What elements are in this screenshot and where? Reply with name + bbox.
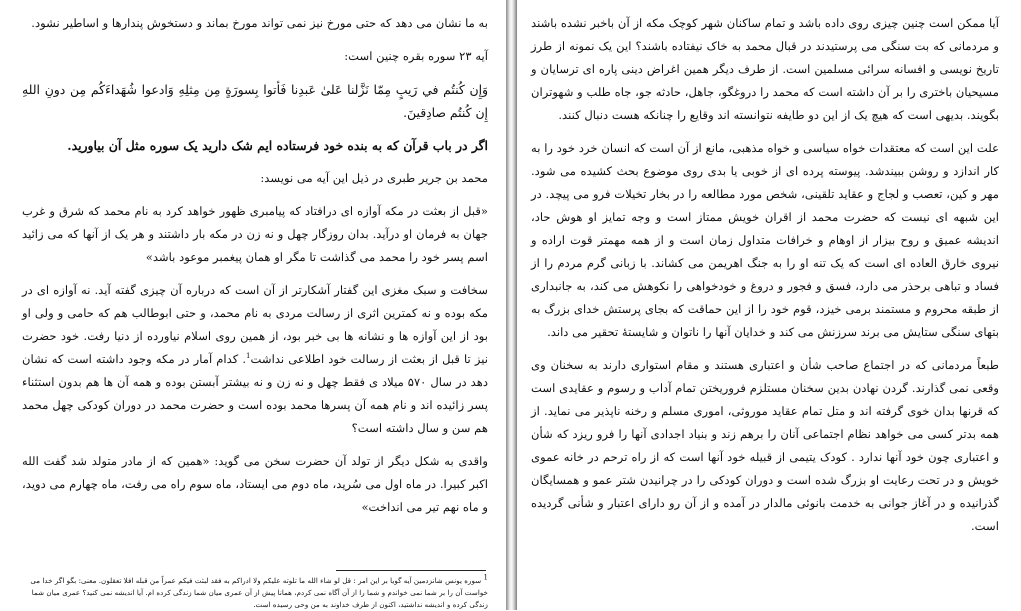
paragraph: طبعاً مردمانی که در اجتماع صاحب شأن و اعتباری هستند و مقام استواری دارند به سخنان وی وقعی نمی گذارند. گردن نهادن بدین سخنان مستلزم فروریختن تمام آداب و رسوم و عقایدی است که قرنها بدان خوی گرفته اند و متل تمام عقاید موروثی، اموری مسلم و رخنه ناپذیر می نماید. از همه بدتر کسی می خواهد نظام اجتماعی آنان را برهم زند و بنیاد اجدادی آنها را فرو ریزد که شأن و اعتباری چون خود آنها ندارد . کودک یتیمی از قبیله خود آنها است که از راه ترحم در خانه عموی خویش و در تحت رعایت او بزرگ شده است و دوران کودکی را در چرانیدن شتر عمو و همسایگان گذرانیده و در آغاز جوانی به خدمت بانوئی مالدار در آمده و از آن رو دارای اعتبار و شأنی گردیده است.	[531, 358, 999, 533]
quote-paragraph: «قبل از بعثت در مکه آوازه ای درافتاد که پیامبری ظهور خواهد کرد به نام محمد که شرق و غرب جهان به فرمان او درآید. بدان روزگار چهل و نه زن در مکه بار داشتند و هر یک از آنها که می زائید اسم پسر خود را محمد می گذاشت تا مگر او همان پیغمبر موعود باشد»	[22, 204, 488, 264]
right-page	[517, 0, 1021, 610]
verse-translation: اگر در باب قرآن که به بنده خود فرستاده ایم شک دارید یک سوره مثل آن بیاورید.	[67, 138, 488, 153]
paragraph: به ما نشان می دهد که حتی مورخ نیز نمی تواند مورخ بماند و دستخوش پندارها و اساطیر نشود.	[31, 16, 488, 30]
paragraph: محمد بن جریر طبری در ذیل این آیه می نویسد:	[260, 171, 488, 185]
paragraph-text: . کدام آمار در مکه وجود داشته است که نشان دهد در سال ۵۷۰ میلاد ی فقط چهل و نه زن و نه بیشتر آبستن بوده و همه آن ها هم بدون استثناء پسر زائیده اند و نام همه آن پسرها محمد بوده است و حضرت محمد در دوران کودکی چهل محمد هم سن و سال داشته است؟	[22, 352, 489, 435]
footnote-text: سوره یونس شانزدمین آیه گویا بر این امر : قل لو شاء الله ما تلوته علیکم ولا ادراکم به فقد لبثت فیکم عمراً من قبله افلا تعقلون. معنی: بگو اگر خدا می خواست آن را بر شما نمی خواندم و شما را از آن آگاه نمی کردم، همانا پیش از آن عمری میان شما زندگی کرده ام. آیا اندیشه نمی کنید؟ عمری میان شما زندگی کرده و اندیشه نداشتید، اکنون از طرف خداوند به من وحی رسیده است.	[30, 576, 488, 609]
paragraph: آیه ۲۳ سوره بقره چنین است:	[344, 49, 488, 63]
footnote-reference: 1	[246, 352, 251, 361]
footnote-marker: 1	[483, 573, 488, 582]
footnote	[22, 575, 488, 611]
left-page	[0, 0, 506, 610]
quran-verse: وَإِن كُنتُم في رَيبٍ مِمّا نَزَّلنا عَلىٰ عَبدِنا فَأتوا بِسورَةٍ مِن مِثلِهِ وَادعوا شُهَداءَكُم مِن دونِ اللهِ إِن كُنتُم صادِقينَ.	[22, 82, 488, 120]
footnote-divider	[336, 570, 486, 571]
paragraph: علت این است که معتقدات خواه سیاسی و خواه مذهبی، مانع از آن است که انسان خرد خود را به کار اندازد و روشن ببیندشد. پیوسته پرده ای از خوبی یا بدی روی موضوع بحث کشیده می شود. مهر و کین، تعصب و لجاج و عقاید تلقینی، شخص مورد مطالعه را در بخار تخیلات فرو می پیچد. در این شبهه ای نیست که حضرت محمد از اقران خویش ممتاز است و وجه تمایز او هوش حاد، اندیشه عمیق و روح بیزار از اوهام و خرافات متداول زمان است و از همه مهمتر قوت اراده و نیروی خارق العاده ای است که یک تنه او را به جنگ اهریمن می کشاند. با زبانی گرم مردم را از فساد و تباهی برحذر می دارد، فسق و فجور و دروغ و خودخواهی را نکوهش می کند، به جانبداری از طبقه محروم و مستمند برمی خیزد، قوم خود را از این حماقت که بجای پرستش خدای بزرگ به بتهای سنگی ستایش می برند سرزنش می کند و خدایان آنها را ناتوان و شایستهٔ تحقیر می داند.	[531, 141, 999, 339]
paragraph: آیا ممکن است چنین چیزی روی داده باشد و تمام ساکنان شهر کوچک مکه از آن باخبر نشده باشند و مردمانی که بت سنگی می پرستیدند در قبال محمد به خاک نیفتاده باشند؟ این یک نمونه از طرز تاریخ نویسی و افسانه سرائی مسلمین است. از طرف دیگر همین اغراض دینی پاره ای ترسایان و مسیحیان باختری را بر آن داشته است که محمد را دروغگو، جاهل، حادثه جو، جاه طلب و شهوتران بگویند. بدیهی است که هیچ یک از این دو طایفه نتوانسته اند وقایع را چنانکه هست دنبال کنند.	[531, 16, 999, 122]
paragraph: واقدی به شکل دیگر از تولد آن حضرت سخن می گوید: «همین که از مادر متولد شد گفت الله اکبر کبیرا. در ماه اول می سُرید، ماه دوم می ایستاد، ماه سوم راه می رفت، ماه چهارم می دوید، و ماه نهم تیر می انداخت»	[22, 454, 488, 514]
paragraph	[22, 279, 488, 440]
book-gutter	[506, 0, 517, 610]
paragraph-text: سخافت و سبک مغزی این گفتار آشکارتر از آن است که درباره آن چیزی گفته آید. نه آوازه ای در مکه بوده و نه کمترین اثری از رسالت مردی به نام محمد، و حتی ابوطالب هم که حامی و ولی او بود از این آوازه ها و نشانه ها بی خبر بود، از همین روی اسلام نیاورده از دنیا رفت. خود حضرت نیز تا قبل از بعثت از رسالت خود اطلاعی نداشت	[22, 283, 488, 366]
